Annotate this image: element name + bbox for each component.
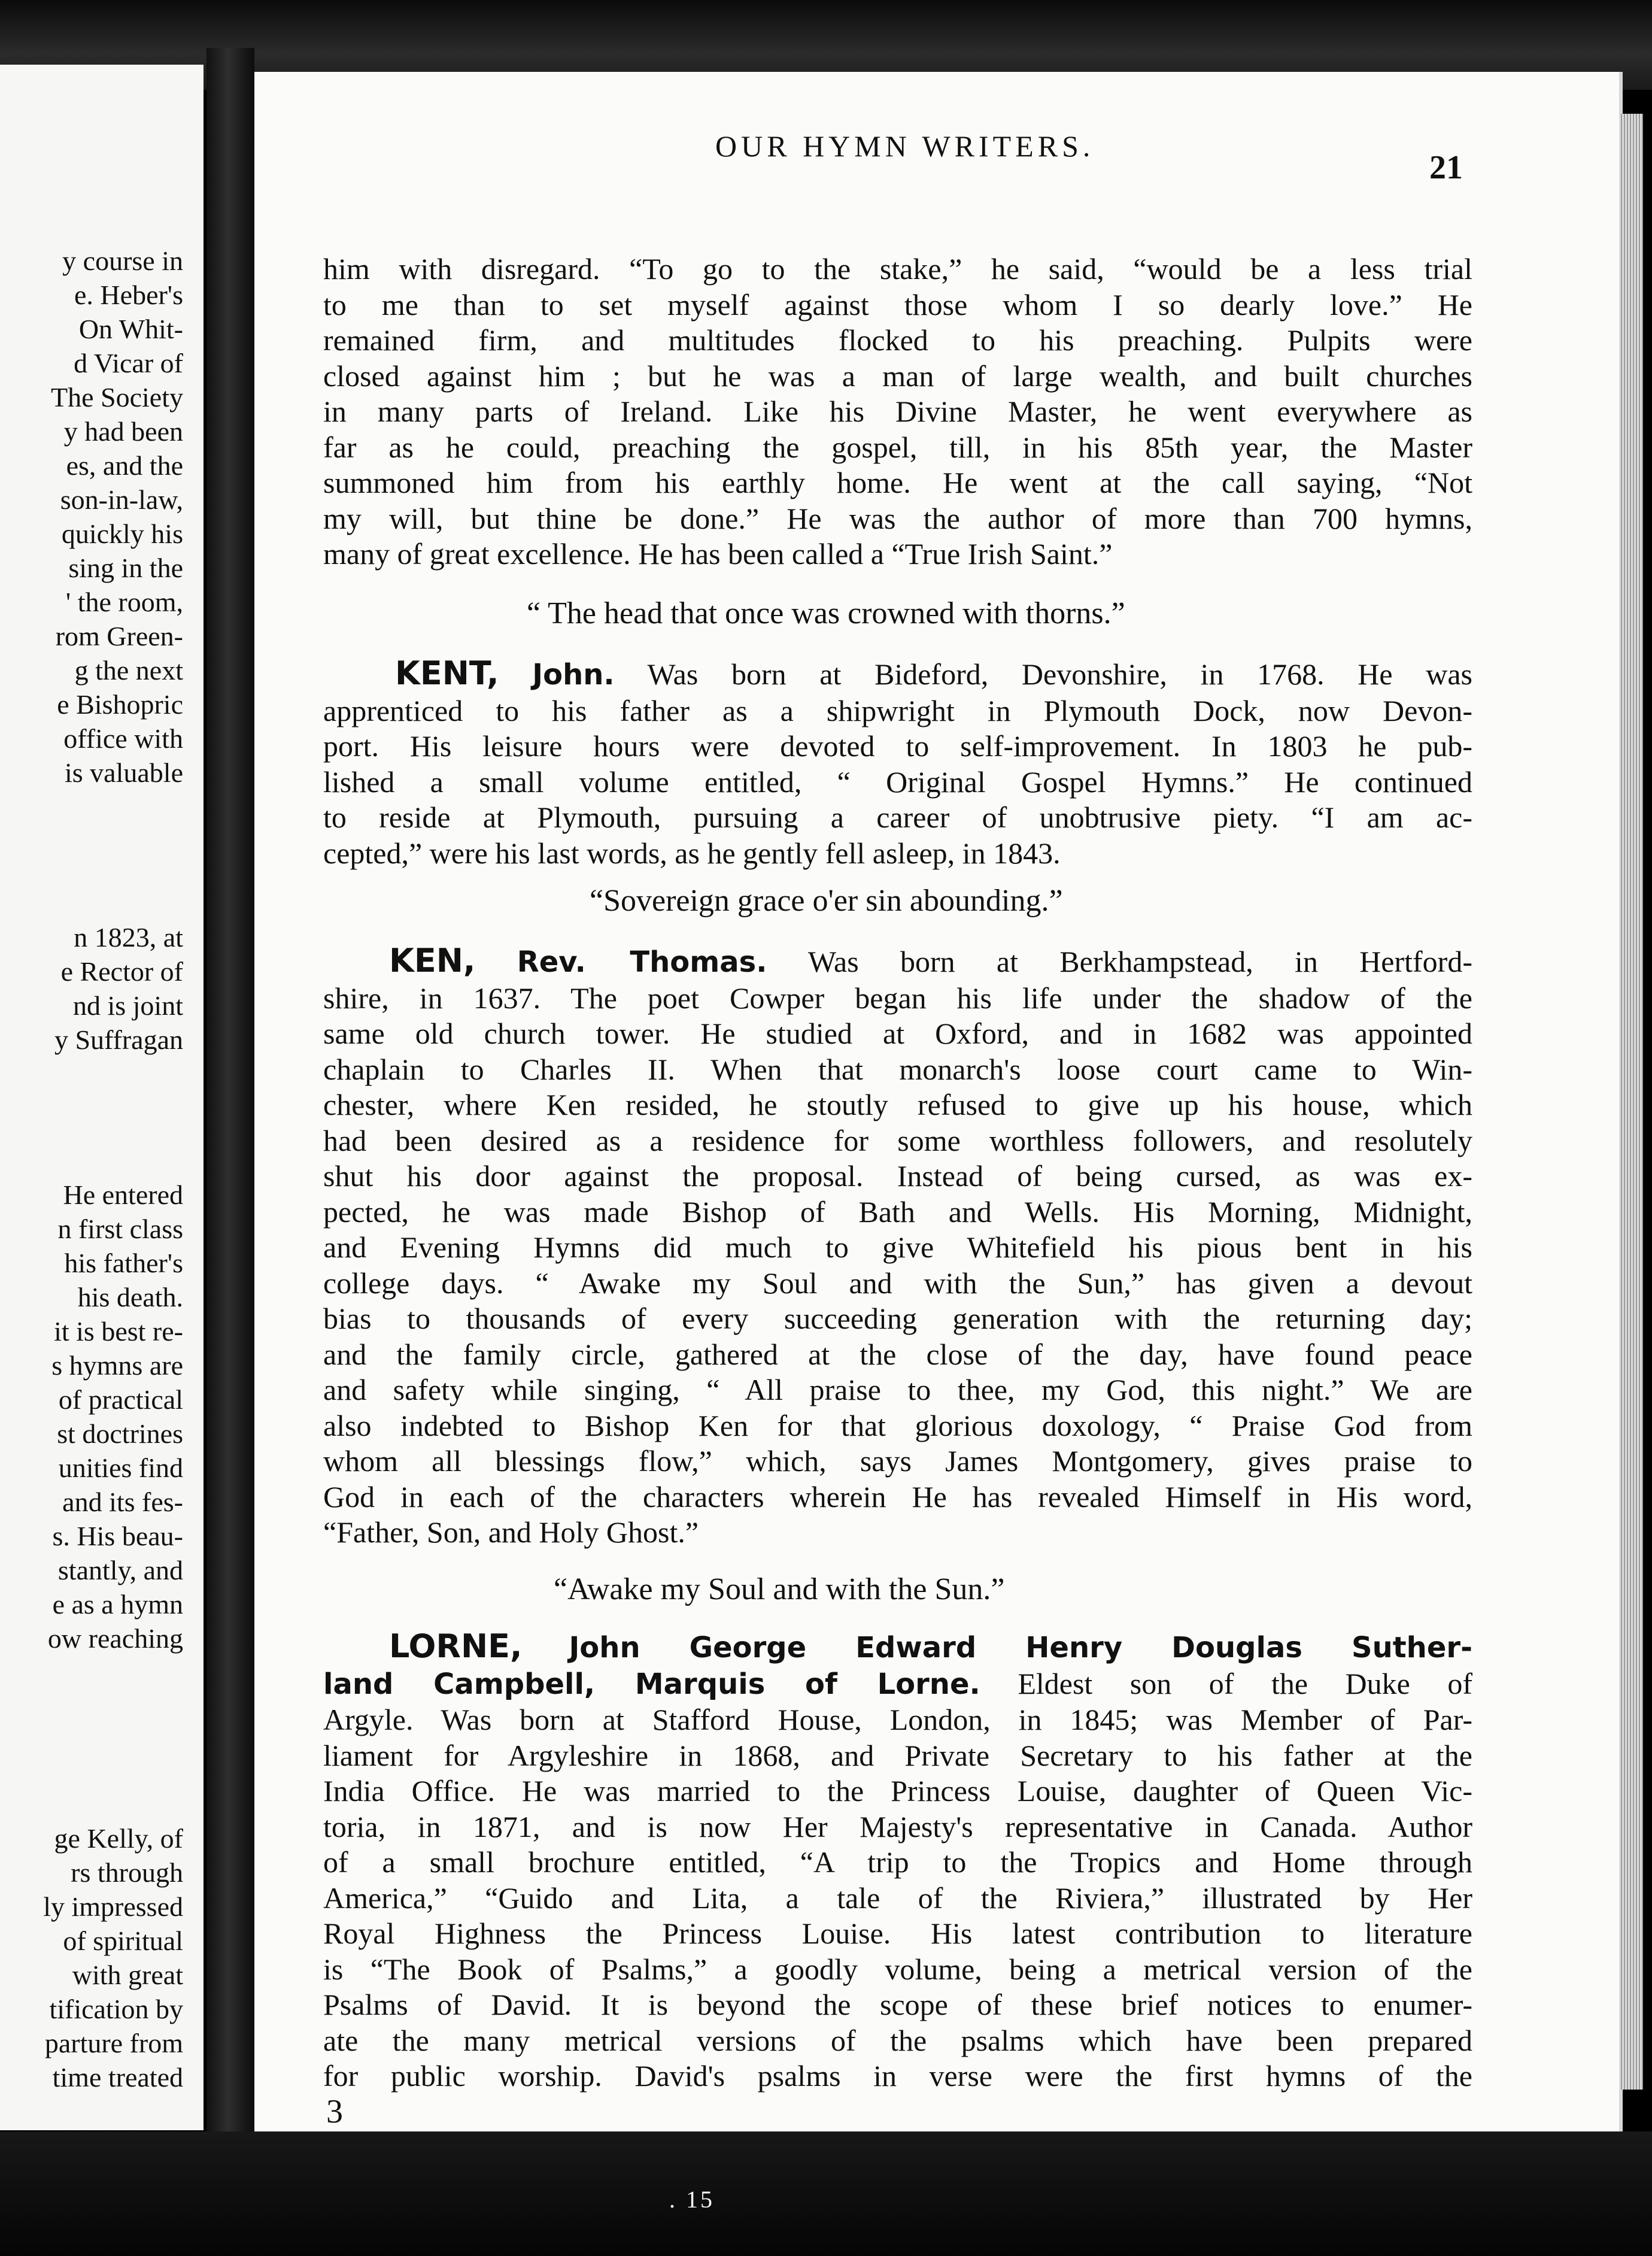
text-line: Psalms of David. It is beyond the scope of these brief notices to enumer- [323,1988,1472,2021]
left-line: time treated [52,2062,183,2093]
text-line: chester, where Ken resided, he stoutly refused to give up his house, which [323,1088,1472,1121]
kelly-hymn-quote: “ The head that once was crowned with thorns.” [527,596,1125,630]
left-line: ' the room, [65,587,183,617]
text-line: pected, he was made Bishop of Bath and Wells. His Morning, Midnight, [323,1194,1472,1229]
text-line: and the family circle, gathered at the close of the day, have found peace [323,1337,1472,1371]
text-line: of a small brochure entitled, “A trip to the Tropics and Home through [323,1845,1472,1879]
text-line: apprenticed to his father as a shipwright in Plymouth Dock, now Devon- [323,693,1472,727]
text-line: and safety while singing, “ All praise to thee, my God, this night.” We are [323,1373,1472,1406]
left-line: son-in-law, [60,484,183,515]
left-line: nd is joint [72,990,183,1021]
text-line: same old church tower. He studied at Oxford, and in 1682 was appointed [323,1017,1472,1050]
text-line: port. His leisure hours were devoted to self-improvement. In 1803 he pub- [323,729,1472,763]
left-line: n 1823, at [74,922,183,953]
kelly-entry-continuation [323,251,1472,572]
entry-surname: KENT, [395,654,499,692]
left-line: stantly, and [57,1555,183,1585]
left-line: unities find [58,1453,183,1483]
left-line: He entered [63,1179,183,1210]
entry-given-name: John. [532,658,615,692]
text-line: in many parts of Ireland. Like his Divine Master, he went everywhere as [323,395,1472,428]
text-line: chaplain to Charles II. When that monarch's loose court came to Win- [323,1052,1472,1086]
ken-hymn-quote: “Awake my Soul and with the Sun.” [554,1572,1005,1606]
text-line: bias to thousands of every succeeding generation with the returning day; [323,1302,1472,1335]
left-line: s. His beau- [52,1521,183,1551]
book-bottom-edge [0,2131,1652,2256]
text-line: to me than to set myself against those whom I so dearly love.” He [323,287,1472,322]
text-line: to reside at Plymouth, pursuing a career of unobtrusive piety. “I am ac- [323,800,1472,834]
page-edges [1619,114,1643,2090]
left-line: y had been [63,416,183,447]
text-line: remained firm, and multitudes flocked to his preaching. Pulpits were [323,323,1472,357]
left-line: y Suffragan [54,1024,183,1055]
text-line: him with disregard. “To go to the stake,” he said, “would be a less trial [323,252,1472,286]
left-line: it is best re- [54,1316,183,1347]
entry-given-name: John George Edward Henry Douglas Suther- [569,1631,1473,1664]
text-line: for public worship. David's psalms in verse were the first hymns of the [323,2059,1472,2093]
text-line: also indebted to Bishop Ken for that glorious doxology, “ Praise God from [323,1408,1472,1442]
left-line: y course in [62,245,183,276]
text-line: Was born at Berkhampstead, in Hertford- [807,945,1472,978]
entry-first-line [323,1629,1472,1666]
left-line: and its fes- [62,1487,183,1517]
text-line: cepted,” were his last words, as he gently fell asleep, in 1843. [323,836,1061,870]
text-line: God in each of the characters wherein He has revealed Himself in His word, [323,1479,1472,1514]
entry-given-name: Rev. Thomas. [517,945,767,979]
running-title: OUR HYMN WRITERS. [715,129,1095,163]
ken-entry [323,943,1472,1551]
left-line: g the next [74,655,183,686]
text-line: Argyle. Was born at Stafford House, London, in 1845; was Member of Par- [323,1703,1472,1736]
text-line: “Father, Son, and Holy Ghost.” [323,1515,699,1549]
text-line: summoned him from his earthly home. He went at the call saying, “Not [323,466,1472,499]
text-line: college days. “ Awake my Soul and with the Sun,” has given a devout [323,1266,1472,1300]
text-line: lished a small volume entitled, “ Original Gospel Hymns.” He continued [323,765,1472,799]
left-line: n first class [57,1214,183,1244]
left-line: sing in the [68,553,183,583]
text-line: liament for Argyleshire in 1868, and Private Secretary to his father at the [323,1738,1472,1772]
text-line: Was born at Bideford, Devonshire, in 1768. He was [647,657,1472,691]
entry-first-line [323,656,1472,693]
kent-entry [323,656,1472,871]
left-line: The Society [51,382,183,413]
entry-surname: LORNE, [389,1627,523,1665]
left-line: rs through [71,1857,183,1888]
text-line: ate the many metrical versions of the psalms which have been prepared [323,2023,1472,2057]
left-line: e Bishopric [57,689,183,720]
left-line: of spiritual [63,1926,183,1956]
left-line: of practical [58,1384,183,1415]
text-line: my will, but thine be done.” He was the author of more than 700 hymns, [323,501,1472,535]
signature-mark: 3 [326,2093,343,2130]
text-line: America,” “Guido and Lita, a tale of the Riviera,” illustrated by Her [323,1881,1472,1915]
left-line: his death. [77,1282,183,1312]
left-line: his father's [64,1248,183,1278]
text-line: Royal Highness the Princess Louise. His latest contribution to literature [323,1917,1472,1950]
text-line: is “The Book of Psalms,” a goodly volume, being a metrical version of the [323,1952,1472,1986]
text-line: toria, in 1871, and is now Her Majesty's representative in Canada. Author [323,1809,1472,1843]
text-line: closed against him ; but he was a man of large wealth, and built churches [323,359,1472,393]
left-line: ow reaching [47,1623,183,1654]
text-line: had been desired as a residence for some worthless followers, and resolutely [323,1123,1472,1157]
text-line: India Office. He was married to the Princess Louise, daughter of Queen Vic- [323,1774,1472,1808]
text-line: shire, in 1637. The poet Cowper began his life under the shadow of the [323,981,1472,1015]
entry-second-line [323,1666,1472,1703]
scan-bottom-mark: . 15 [669,2186,715,2213]
left-line: e Rector of [60,956,183,987]
left-line: rom Green- [55,621,183,651]
left-line: ge Kelly, of [54,1823,183,1854]
lorne-entry [323,1629,1472,2094]
left-line: es, and the [66,450,183,481]
left-line: e as a hymn [52,1589,183,1620]
left-line: ly impressed [43,1891,183,1922]
entry-first-line [323,943,1472,981]
entry-given-name: land Campbell, Marquis of Lorne. [323,1667,980,1701]
text-line: and Evening Hymns did much to give Whitefield his pious bent in his [323,1230,1472,1264]
text-line: whom all blessings flow,” which, says James Montgomery, gives praise to [323,1444,1472,1478]
kent-hymn-quote: “Sovereign grace o'er sin abounding.” [590,884,1063,918]
book-spine [206,48,254,2143]
left-line: d Vicar of [74,348,183,378]
text-line: shut his door against the proposal. Instead of being cursed, as was ex- [323,1159,1472,1193]
left-line: quickly his [61,518,183,549]
left-facing-page [0,65,204,2130]
left-line: st doctrines [57,1418,183,1449]
left-line: tification by [49,1994,183,2024]
text-line: many of great excellence. He has been called a “True Irish Saint.” [323,537,1113,571]
left-line: parture from [44,2028,183,2058]
left-line: is valuable [65,757,183,788]
left-line: On Whit- [78,314,183,344]
entry-surname: KEN, [389,942,476,980]
left-line: with great [72,1960,183,1990]
left-line: s hymns are [51,1350,183,1381]
left-line: office with [63,723,183,754]
text-line: Eldest son of the Duke of [1018,1666,1473,1700]
text-line: far as he could, preaching the gospel, till, in his 85th year, the Master [323,430,1472,464]
left-line: e. Heber's [74,280,183,310]
page-number: 21 [1429,149,1463,186]
